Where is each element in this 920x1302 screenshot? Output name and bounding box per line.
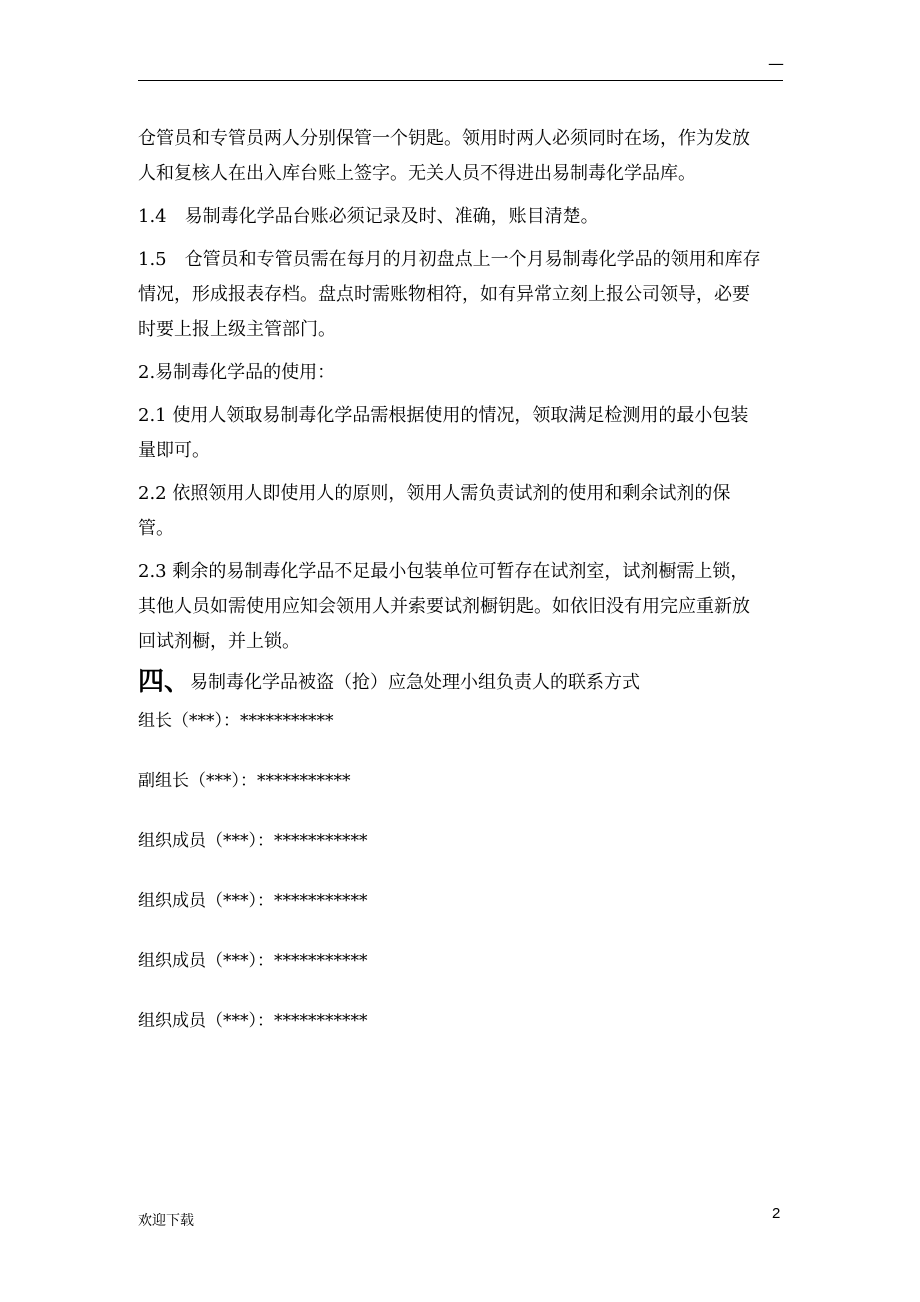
paragraph-line: 2.1 使用人领取易制毒化学品需根据使用的情况，领取满足检测用的最小包装 bbox=[138, 405, 749, 426]
contact-leader: 组长（***）：*********** bbox=[138, 711, 334, 731]
section-title: 易制毒化学品被盗（抢）应急处理小组负责人的联系方式 bbox=[190, 672, 641, 693]
paragraph-line: 2.3 剩余的易制毒化学品不足最小包装单位可暂存在试剂室，试剂橱需上锁， bbox=[138, 561, 749, 582]
paragraph-line: 2.2 依照领用人即使用人的原则，领用人需负责试剂的使用和剩余试剂的保 bbox=[138, 483, 731, 504]
document-body bbox=[138, 123, 783, 1068]
paragraph-line: 2.易制毒化学品的使用： bbox=[138, 362, 336, 383]
paragraph-1-4 bbox=[138, 201, 783, 236]
header-mark: — bbox=[768, 54, 784, 73]
paragraph-keys bbox=[138, 123, 783, 193]
paragraph-2-1 bbox=[138, 400, 783, 470]
paragraph-line: 管。 bbox=[138, 518, 174, 539]
contact-deputy-leader: 副组长（***）：*********** bbox=[138, 771, 351, 791]
paragraph-line: 人和复核人在出入库台账上签字。无关人员不得进出易制毒化学品库。 bbox=[138, 163, 696, 184]
paragraph-2-heading bbox=[138, 357, 783, 392]
section-number: 四、 bbox=[138, 667, 191, 697]
paragraph-1-5 bbox=[138, 244, 783, 349]
footer-download-text: 欢迎下载 bbox=[138, 1213, 194, 1229]
contact-member: 组织成员（***）：*********** bbox=[138, 891, 368, 911]
paragraph-line: 仓管员和专管员两人分别保管一个钥匙。领用时两人必须同时在场，作为发放 bbox=[138, 128, 750, 149]
paragraph-2-3 bbox=[138, 556, 783, 661]
paragraph-line: 1.5 仓管员和专管员需在每月的月初盘点上一个月易制毒化学品的领用和库存 bbox=[138, 249, 761, 270]
paragraph-2-2 bbox=[138, 478, 783, 548]
contact-member: 组织成员（***）：*********** bbox=[138, 951, 368, 971]
page-number: 2 bbox=[772, 1205, 781, 1222]
contact-member: 组织成员（***）：*********** bbox=[138, 831, 368, 851]
paragraph-line: 情况，形成报表存档。盘点时需账物相符，如有异常立刻上报公司领导，必要 bbox=[138, 284, 750, 305]
paragraph-line: 其他人员如需使用应知会领用人并索要试剂橱钥匙。如依旧没有用完应重新放 bbox=[138, 596, 750, 617]
section-heading bbox=[138, 665, 783, 700]
paragraph-line: 时要上报上级主管部门。 bbox=[138, 319, 336, 340]
paragraph-line: 量即可。 bbox=[138, 440, 210, 461]
header-rule bbox=[138, 80, 783, 81]
paragraph-line: 回试剂橱，并上锁。 bbox=[138, 631, 300, 652]
paragraph-line: 1.4 易制毒化学品台账必须记录及时、准确，账目清楚。 bbox=[138, 206, 599, 227]
contact-member: 组织成员（***）：*********** bbox=[138, 1011, 368, 1031]
